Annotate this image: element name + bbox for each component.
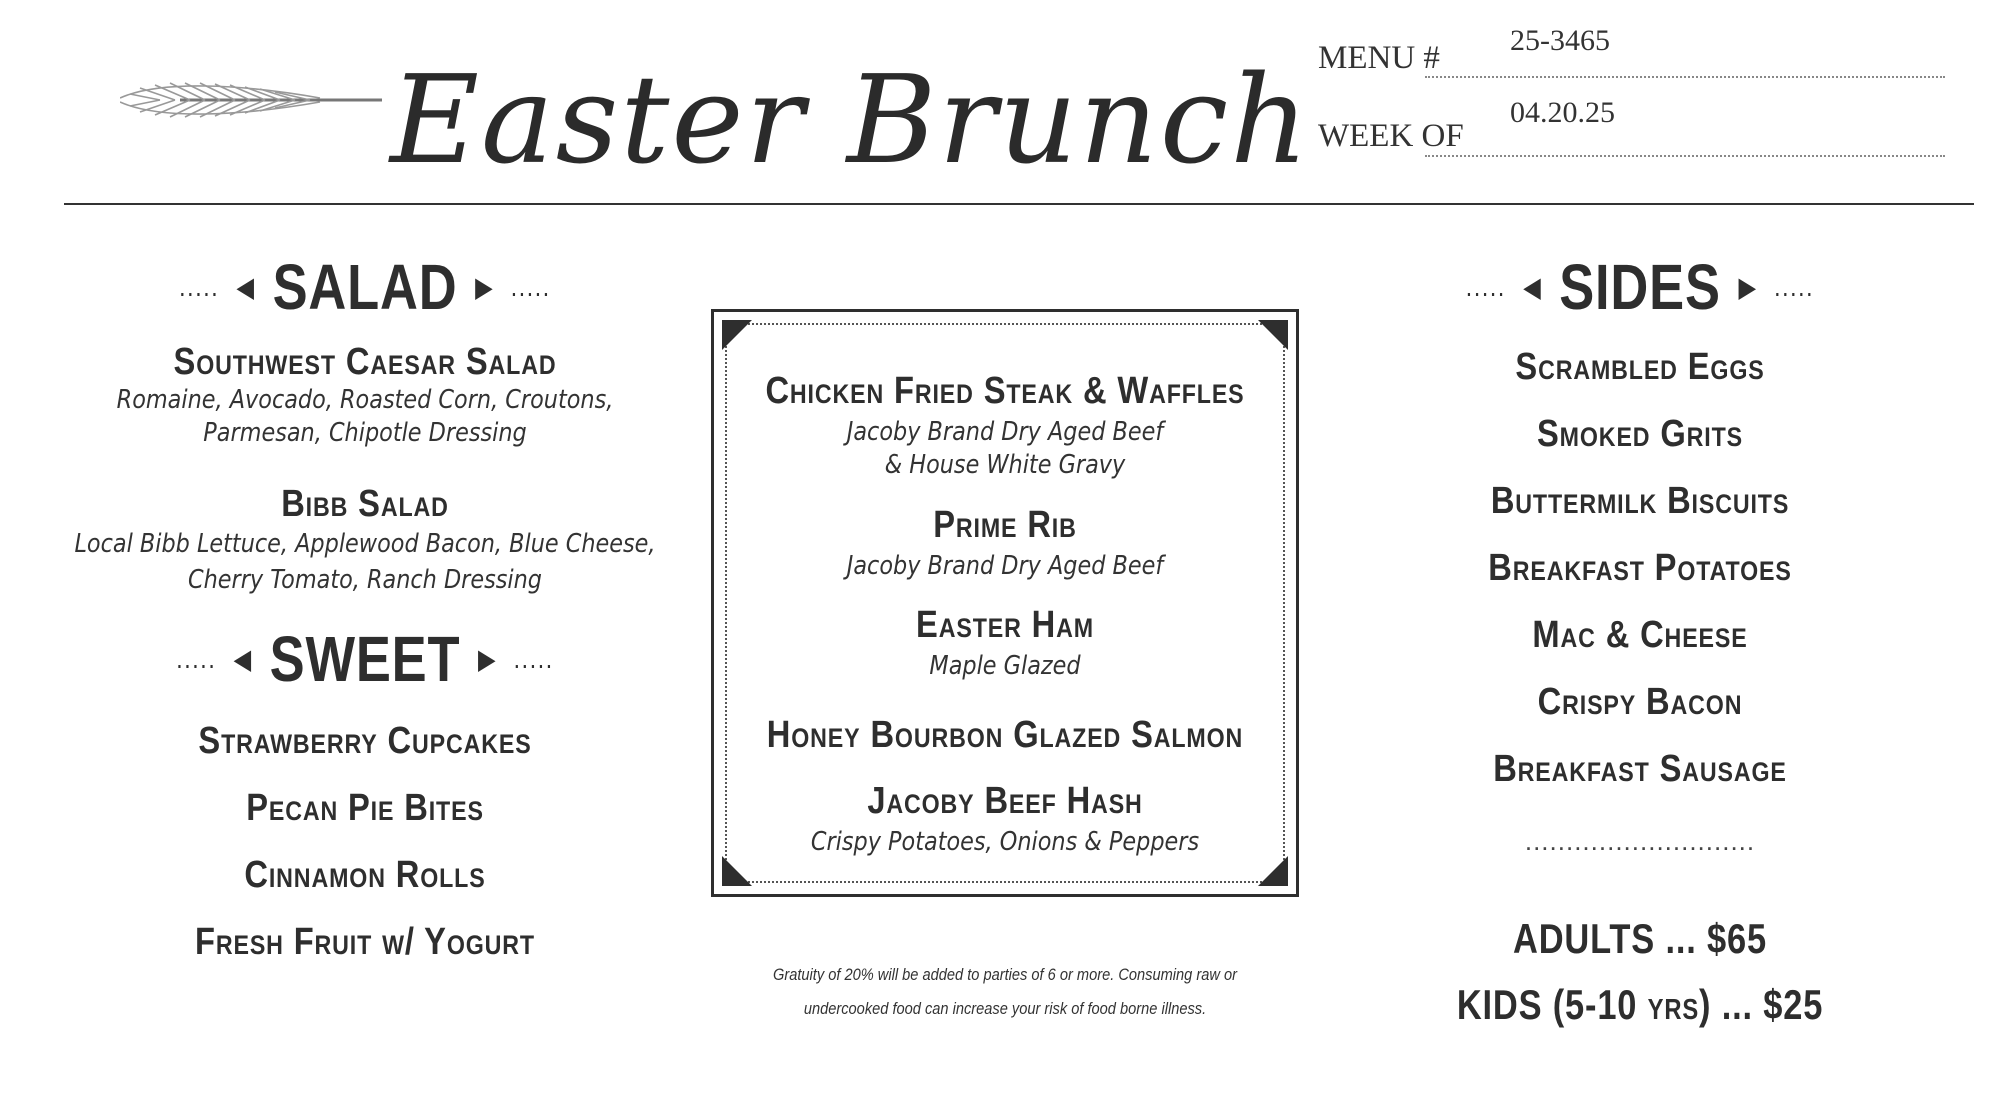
entree-item-name: Honey Bourbon Glazed Salmon — [766, 714, 1244, 756]
sweet-heading — [66, 622, 665, 696]
salad-item-desc: Local Bibb Lettuce, Applewood Bacon, Blue Cheese, — [74, 529, 656, 559]
kids-price: KIDS (5-10 yrs) ... $25 — [1456, 981, 1824, 1028]
entree-item — [711, 500, 1299, 583]
sides-list — [1400, 334, 1880, 803]
salad-heading-text: SALAD — [272, 251, 458, 323]
entree-item — [711, 776, 1299, 859]
heading-dots: ..... — [1465, 271, 1506, 302]
list-item: Pecan Pie Bites — [246, 787, 484, 829]
list-item: Breakfast Sausage — [1493, 748, 1787, 790]
entree-item — [711, 366, 1299, 482]
list-item: Smoked Grits — [1537, 413, 1743, 455]
right-arrow-icon: ▶ — [478, 643, 496, 674]
corner-ornament — [1258, 320, 1288, 350]
list-item: Fresh Fruit w/ Yogurt — [195, 921, 535, 963]
list-item: Cinnamon Rolls — [244, 854, 486, 896]
sweet-section — [0, 622, 730, 696]
list-item: Breakfast Potatoes — [1488, 547, 1792, 589]
sweet-list — [0, 708, 730, 976]
page-title: Easter Brunch — [390, 49, 1311, 191]
heading-dots: ..... — [510, 271, 551, 302]
list-item: Strawberry Cupcakes — [198, 720, 532, 762]
entree-item — [711, 710, 1299, 760]
entree-item-desc: Maple Glazed — [929, 651, 1081, 681]
heading-dots: ..... — [1774, 271, 1815, 302]
entree-item — [711, 600, 1299, 683]
salad-item — [0, 482, 730, 598]
salad-item — [0, 340, 730, 450]
gratuity-notice-line: undercooked food can increase your risk of food borne illness. — [803, 999, 1207, 1018]
salad-item-desc: Parmesan, Chipotle Dressing — [203, 418, 527, 448]
sides-separator: ............................ — [1524, 826, 1756, 856]
entree-item-name: Chicken Fried Steak & Waffles — [765, 370, 1245, 412]
entree-item-desc: Jacoby Brand Dry Aged Beef — [846, 417, 1164, 447]
entree-item-desc: & House White Gravy — [884, 450, 1126, 480]
corner-ornament — [722, 320, 752, 350]
list-item: Scrambled Eggs — [1515, 346, 1765, 388]
salad-item-desc: Romaine, Avocado, Roasted Corn, Croutons, — [116, 385, 614, 415]
header-divider — [64, 203, 1974, 205]
pricing — [1400, 906, 1880, 1038]
list-item: Buttermilk Biscuits — [1490, 480, 1790, 522]
sweet-heading-text: SWEET — [269, 623, 461, 695]
entree-item-desc: Jacoby Brand Dry Aged Beef — [846, 551, 1164, 581]
heading-dots: ..... — [176, 643, 217, 674]
adult-price: ADULTS ... $65 — [1513, 915, 1767, 962]
salad-section — [0, 250, 730, 324]
gratuity-notice — [743, 958, 1268, 1026]
salad-item-desc: Cherry Tomato, Ranch Dressing — [187, 565, 543, 595]
week-of-line — [1425, 155, 1945, 157]
wheat-icon — [120, 70, 382, 130]
heading-dots: ..... — [513, 643, 554, 674]
right-arrow-icon: ▶ — [1738, 271, 1757, 302]
left-arrow-icon: ◀ — [1523, 271, 1542, 302]
corner-ornament — [1258, 856, 1288, 886]
gratuity-notice-line: Gratuity of 20% will be added to parties of 6 or more. Consuming raw or — [772, 965, 1237, 984]
menu-number-line — [1425, 76, 1945, 78]
list-item: Mac & Cheese — [1532, 614, 1748, 656]
corner-ornament — [722, 856, 752, 886]
week-of-label: WEEK OF — [1318, 118, 1464, 154]
menu-number-value: 25-3465 — [1510, 24, 1610, 57]
left-arrow-icon: ◀ — [237, 271, 255, 302]
salad-item-name: Southwest Caesar Salad — [173, 341, 557, 383]
heading-dots: ..... — [179, 271, 220, 302]
list-item: Crispy Bacon — [1537, 681, 1743, 723]
entree-item-desc: Crispy Potatoes, Onions & Peppers — [810, 827, 1200, 857]
entree-item-name: Jacoby Beef Hash — [867, 780, 1143, 822]
salad-item-name: Bibb Salad — [281, 483, 449, 525]
sides-heading-text: SIDES — [1559, 251, 1721, 323]
salad-heading — [66, 250, 665, 324]
sides-section — [1400, 250, 1880, 324]
entree-item-name: Easter Ham — [916, 604, 1094, 646]
left-arrow-icon: ◀ — [234, 643, 252, 674]
sides-heading — [1443, 250, 1837, 324]
entree-item-name: Prime Rib — [933, 504, 1077, 546]
right-arrow-icon: ▶ — [475, 271, 493, 302]
week-of-value: 04.20.25 — [1510, 96, 1615, 129]
menu-number-label: MENU # — [1318, 40, 1440, 76]
